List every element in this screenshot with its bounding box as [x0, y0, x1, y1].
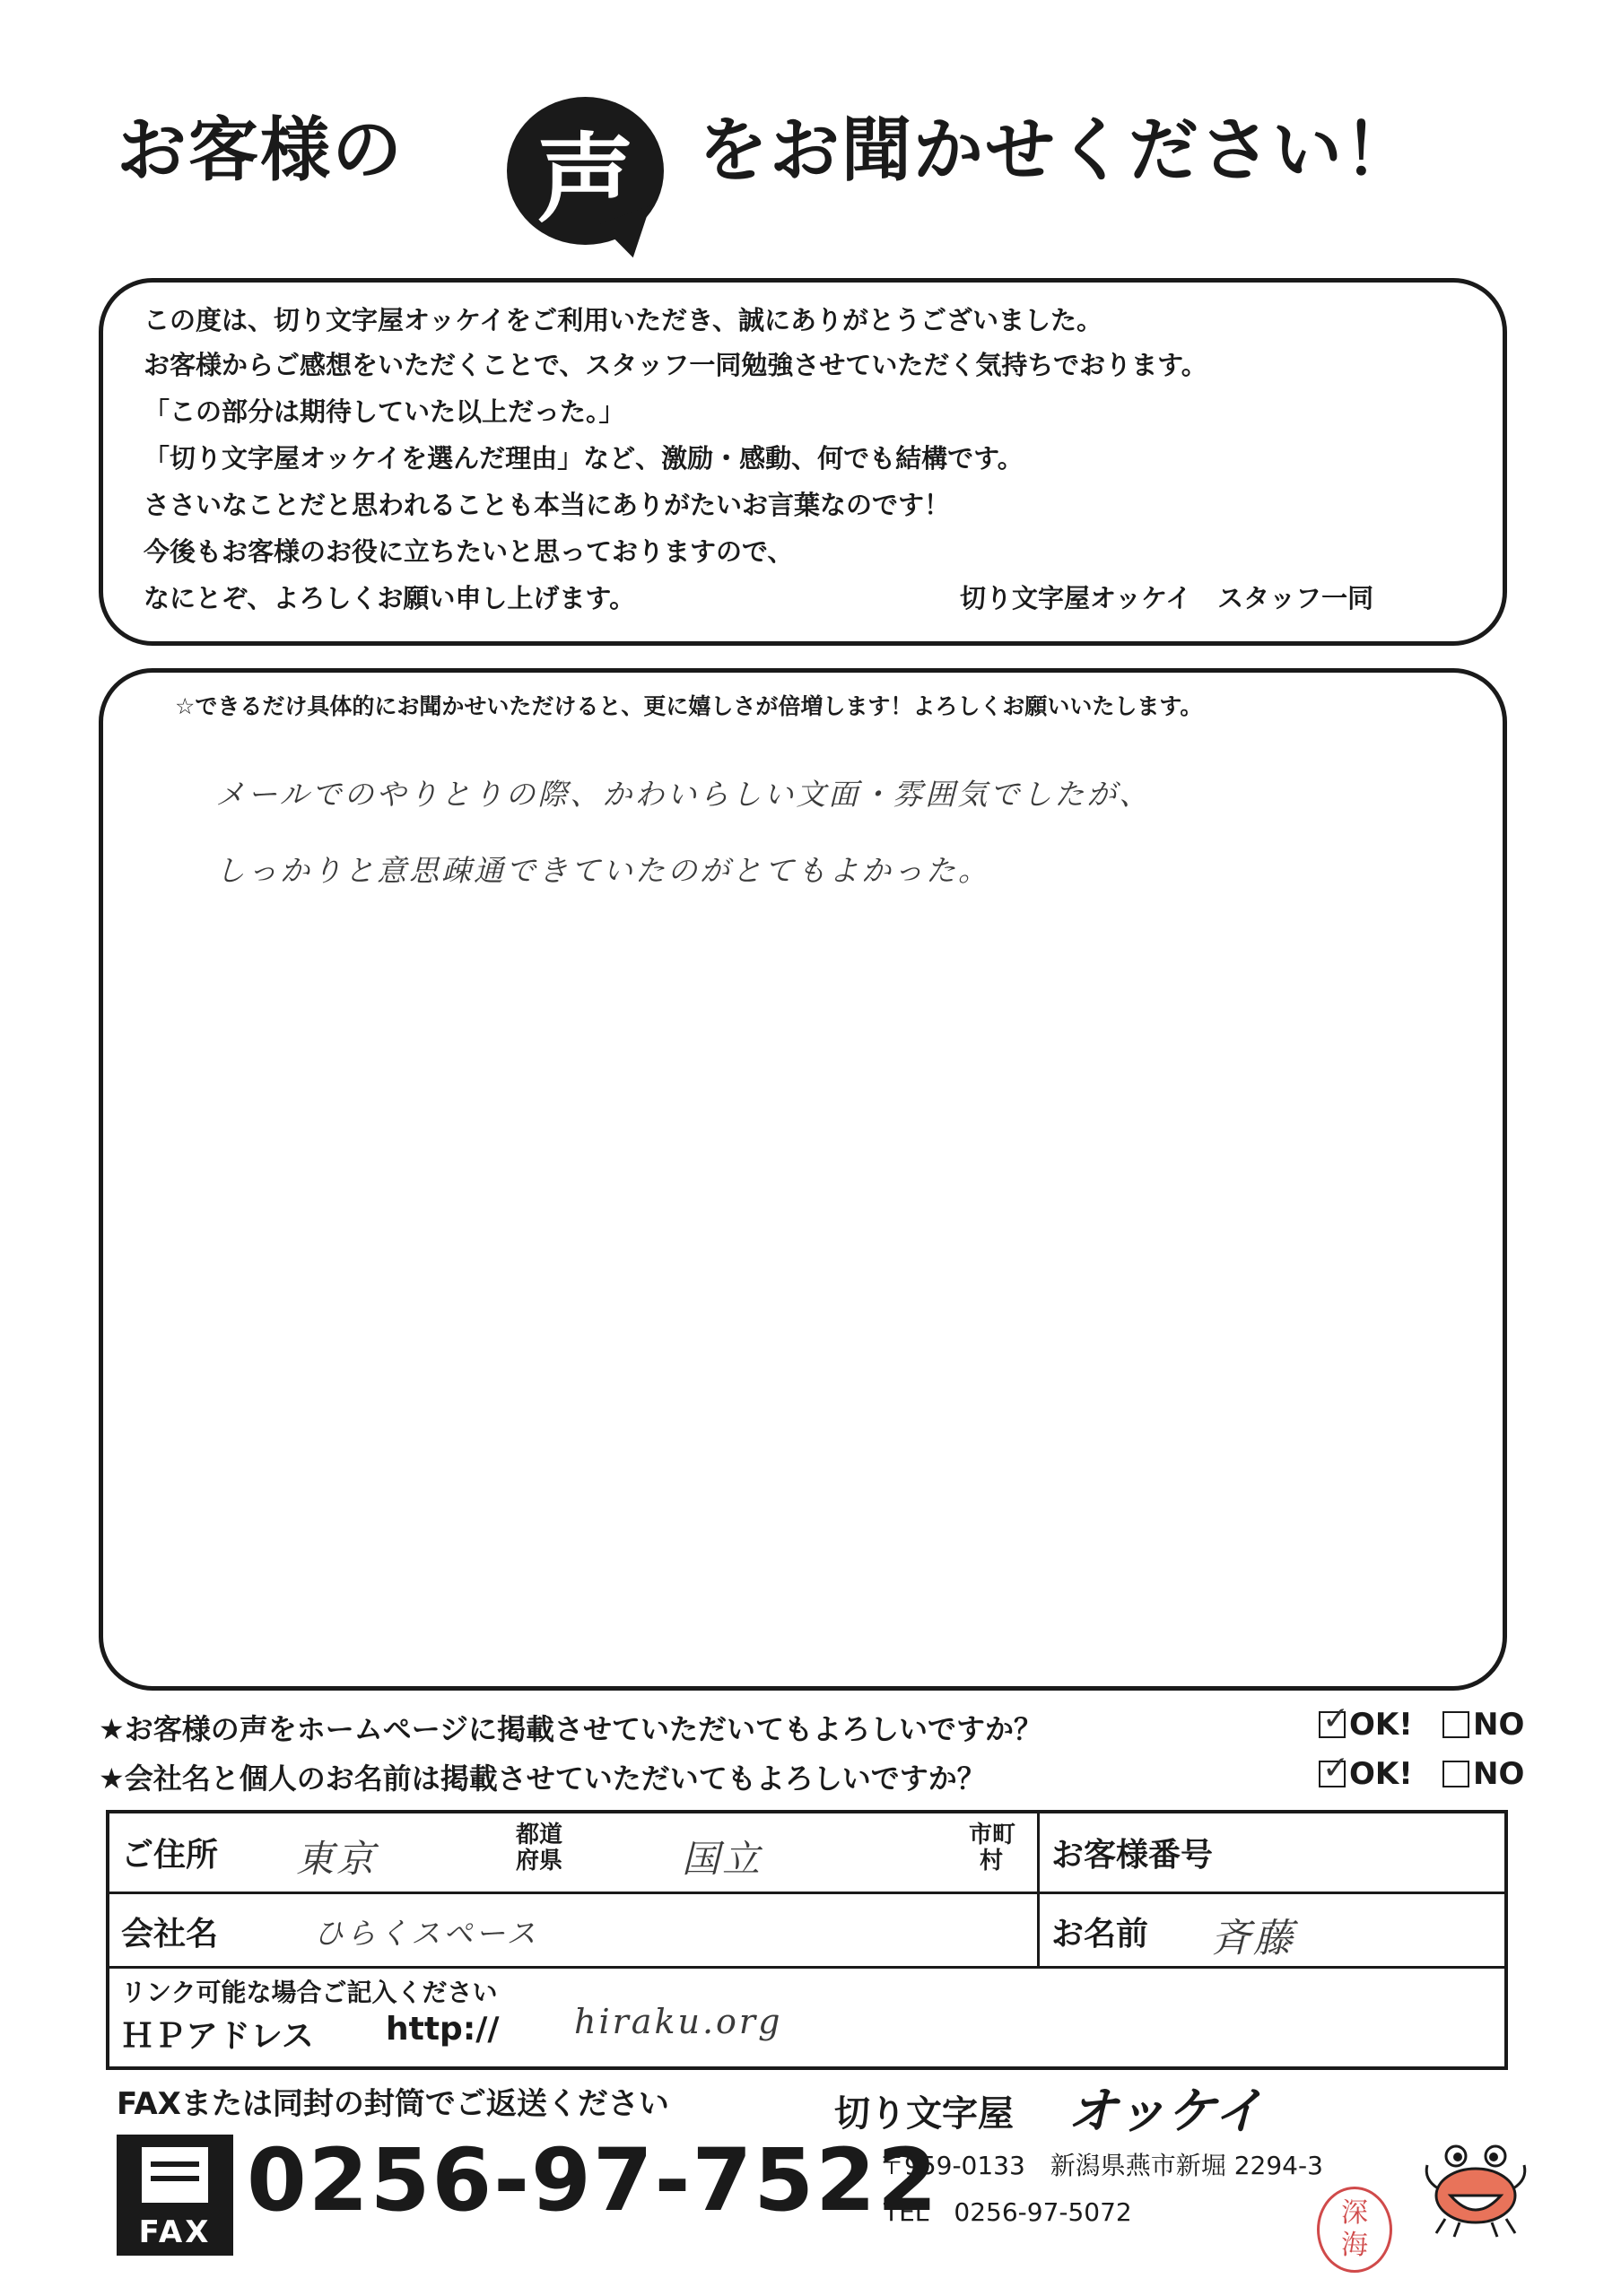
- address-city-field[interactable]: 国立: [682, 1837, 763, 1881]
- form-divider-row-1: [106, 1892, 1508, 1894]
- fax-icon-label: FAX: [138, 2214, 212, 2250]
- form-divider-column: [1037, 1810, 1040, 1966]
- company-name-field[interactable]: ひらくスペース: [314, 1916, 539, 1951]
- intro-line-2: お客様からご感想をいただくことで、スタッフ一同勉強させていただく気持ちでおります。: [144, 350, 1207, 380]
- stamp-char-1: 深: [1341, 2197, 1368, 2229]
- homepage-url-field[interactable]: hiraku.org: [574, 2002, 783, 2041]
- question-1-ok-label: OK!: [1349, 1707, 1413, 1743]
- question-1-ok-checkbox[interactable]: [1319, 1711, 1346, 1738]
- fax-number: 0256-97-7522: [247, 2130, 939, 2231]
- question-2-ok-option[interactable]: [1319, 1756, 1413, 1792]
- stamp-char-2: 海: [1341, 2230, 1368, 2261]
- title-after: をお聞かせください！: [698, 110, 1416, 191]
- link-note: リンク可能な場合ご記入ください: [121, 1978, 498, 2007]
- comment-prompt: ☆できるだけ具体的にお聞かせいただけると、更に嬉しさが倍増します！よろしくお願いいたします。: [175, 693, 1203, 719]
- prefecture-suffix-bottom: 府県: [516, 1848, 563, 1874]
- question-publish-names: ★会社名と個人のお名前は掲載させていただいてもよろしいですか？: [99, 1761, 986, 1796]
- fax-paper-icon: [142, 2147, 208, 2203]
- intro-line-3: 「この部分は期待していた以上だった。」: [144, 396, 625, 427]
- question-publish-voice: ★お客様の声をホームページに掲載させていただいてもよろしいですか？: [99, 1712, 1043, 1746]
- company-label: 会社名: [121, 1916, 219, 1952]
- question-2-ok-checkbox[interactable]: [1319, 1761, 1346, 1787]
- prefecture-suffix-top: 都道: [516, 1822, 563, 1848]
- city-suffix-top: 市町: [969, 1822, 1016, 1848]
- company-address: 〒959-0133 新潟県燕市新堀 2294-3: [879, 2151, 1323, 2180]
- company-tel: TEL 0256-97-5072: [884, 2197, 1132, 2227]
- comment-handwritten-line-1: メールでのやりとりの際、かわいらしい文面・雰囲気でしたが、: [215, 777, 1152, 812]
- fax-return-prompt: FAXまたは同封の封筒でご返送ください: [117, 2086, 669, 2122]
- comment-box: [99, 668, 1507, 1691]
- intro-signature: 切り文字屋オッケイ スタッフ一同: [960, 583, 1374, 613]
- title-before: お客様の: [117, 110, 405, 191]
- address-label: ご住所: [121, 1837, 219, 1874]
- form-divider-row-2: [106, 1966, 1508, 1969]
- title-voice-bubble: 声: [507, 97, 664, 245]
- intro-line-4: 「切り文字屋オッケイを選んだ理由」など、激励・感動、何でも結構です。: [144, 443, 1024, 474]
- question-2-no-option[interactable]: [1442, 1756, 1524, 1792]
- comment-handwritten-line-2: しっかりと意思疎通できていたのがとてもよかった。: [215, 853, 990, 888]
- homepage-address-label: ＨＰアドレス: [121, 2018, 314, 2055]
- address-prefecture-field[interactable]: 東京: [296, 1837, 378, 1881]
- company-logo-name: オッケイ: [1068, 2083, 1264, 2141]
- crab-mascot-icon: [1422, 2144, 1529, 2242]
- question-1-no-checkbox[interactable]: [1442, 1711, 1469, 1738]
- seal-stamp: [1317, 2187, 1392, 2273]
- customer-name-field[interactable]: 斉藤: [1211, 1916, 1295, 1961]
- question-2-no-label: NO: [1473, 1756, 1525, 1792]
- customer-number-label: お客様番号: [1051, 1837, 1214, 1874]
- question-1-ok-option[interactable]: [1319, 1707, 1413, 1743]
- homepage-prefix: http://: [386, 2011, 500, 2048]
- intro-line-7: なにとぞ、よろしくお願い申し上げます。: [144, 583, 636, 613]
- question-2-no-checkbox[interactable]: [1442, 1761, 1469, 1787]
- fax-icon: [117, 2135, 233, 2256]
- question-1-no-label: NO: [1473, 1707, 1525, 1743]
- intro-line-1: この度は、切り文字屋オッケイをご利用いただき、誠にありがとうございました。: [144, 305, 1102, 335]
- intro-line-5: ささいなことだと思われることも本当にありがたいお言葉なのです！: [144, 490, 951, 520]
- intro-line-6: 今後もお客様のお役に立ちたいと思っておりますので、: [144, 536, 794, 567]
- company-prefix: 切り文字屋: [834, 2093, 1014, 2135]
- city-suffix-bottom: 村: [980, 1848, 1004, 1874]
- customer-name-label: お名前: [1051, 1916, 1149, 1952]
- question-1-no-option[interactable]: [1442, 1707, 1524, 1743]
- question-2-ok-label: OK!: [1349, 1756, 1413, 1792]
